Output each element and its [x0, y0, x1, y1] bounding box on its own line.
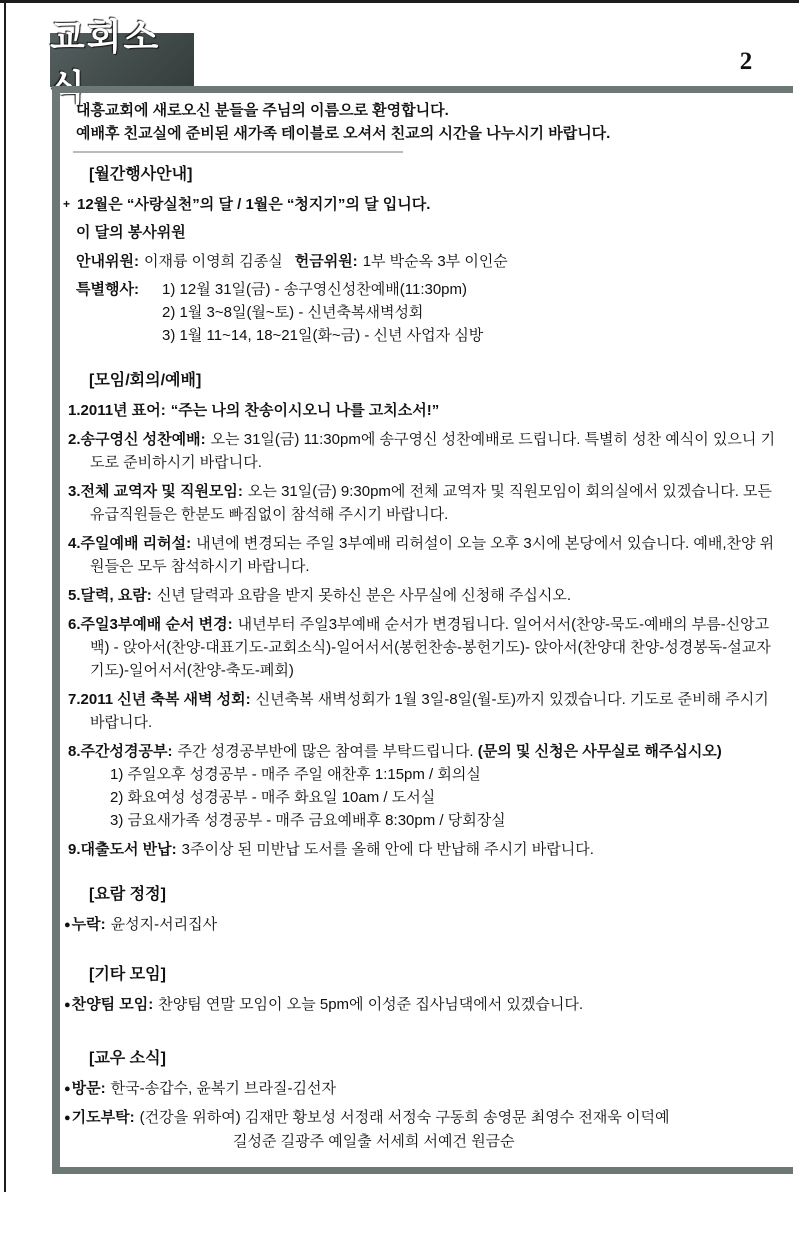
offering-committee-label: 헌금위원:	[294, 253, 358, 270]
item-bold-note: (문의 및 신청은 사무실로 해주십시오)	[477, 743, 722, 760]
sub-item: 3) 금요새가족 성경공부 - 매주 금요예배후 8:30pm / 당회장실	[110, 812, 506, 829]
special-events-label: 특별행사:	[76, 281, 139, 298]
item-label: 2.송구영신 성찬예배:	[68, 431, 206, 448]
item-text: 한국-송갑수, 윤복기 브라질-김선자	[110, 1080, 336, 1097]
item-text: 주간 성경공부반에 많은 참여를 부탁드립니다.	[177, 743, 474, 760]
bullet-icon: ●	[64, 999, 71, 1011]
visit-item	[64, 1077, 783, 1101]
offering-committee-names: 1부 박순옥 3부 이인순	[362, 253, 508, 270]
month-theme-text: 12월은 “사랑실천”의 달 / 1월은 “청지기”의 달 입니다.	[77, 196, 431, 213]
star-icon: +	[63, 197, 71, 211]
section-heading-meetings: [모임/회의/예배]	[89, 372, 202, 389]
item-motto-text: “주는 나의 찬송이시오니 나를 고치소서!”	[170, 402, 440, 419]
section-meetings	[68, 369, 783, 861]
correction-item	[64, 913, 783, 937]
item-text: 내년에 변경되는 주일 3부예배 리허설이 오늘 오후 3시에 본당에서 있습니다. 예배,찬양 위원들은 모두 참석하시기 바랍니다.	[90, 535, 775, 575]
item-text: 오는 31일(금) 9:30pm에 전체 교역자 및 직원모임이 회의실에서 있겠습니다. 모든 유급직원들은 한분도 빠짐없이 참석해 주시기 바랍니다.	[90, 483, 773, 523]
special-event-item: 3) 1월 11~14, 18~21일(화~금) - 신년 사업자 심방	[162, 327, 484, 344]
section-monthly-events	[63, 163, 783, 347]
committee-line	[76, 250, 783, 273]
usher-committee-label: 안내위원:	[76, 253, 139, 270]
item-label: 5.달력, 요람:	[68, 587, 152, 604]
month-theme-line	[63, 193, 783, 216]
list-item-2	[68, 428, 783, 474]
bullet-icon: ●	[64, 1112, 71, 1124]
item-label: 9.대출도서 반납:	[68, 841, 177, 858]
special-events-list	[162, 278, 483, 347]
item-text: 오는 31일(금) 11:30pm에 송구영신 성찬예배로 드립니다. 특별히 성찬 예식이 있으니 기도로 준비하시기 바랍니다.	[90, 431, 776, 471]
divider	[73, 151, 403, 153]
list-item-8	[68, 740, 783, 832]
section-member-news	[64, 1047, 783, 1153]
welcome-line-2: 예배후 친교실에 준비된 새가족 테이블로 오셔서 친교의 시간을 나누시기 바랍니다.	[76, 125, 611, 142]
sub-item: 1) 주일오후 성경공부 - 매주 주일 애찬후 1:15pm / 회의실	[110, 766, 481, 783]
item-label: 6.주일3부예배 순서 변경:	[68, 616, 233, 633]
page-number: 2	[739, 48, 753, 75]
bullet-icon: ●	[64, 919, 71, 931]
item-text: 신년 달력과 요람을 받지 못하신 분은 사무실에 신청해 주십시오.	[156, 587, 572, 604]
list-item-5	[68, 584, 783, 607]
item-text: 신년축복 새벽성회가 1월 3일-8일(월-토)까지 있겠습니다. 기도로 준비해 주시기 바랍니다.	[90, 691, 769, 731]
item-label: 8.주간성경공부:	[68, 743, 173, 760]
item-label: 7.2011 신년 축복 새벽 성회:	[68, 691, 251, 708]
item-text: 찬양팀 연말 모임이 오늘 5pm에 이성준 집사님댁에서 있겠습니다.	[158, 996, 584, 1013]
usher-committee-names: 이재륭 이영희 김종실	[143, 253, 283, 270]
special-events	[76, 278, 783, 347]
praise-team-item	[64, 993, 783, 1017]
section-heading-other: [기타 모임]	[89, 966, 166, 983]
welcome-line-1: 대흥교회에 새로오신 분들을 주님의 이름으로 환영합니다.	[76, 102, 449, 119]
section-heading-monthly: [월간행사안내]	[89, 166, 193, 183]
list-item-1	[68, 399, 783, 422]
outer-top-rule	[0, 0, 799, 3]
prayer-names-line2: 길성준 길광주 예일출 서세희 서예건 원금순	[233, 1133, 515, 1150]
item-label: 3.전체 교역자 및 직원모임:	[68, 483, 243, 500]
special-event-item: 1) 12월 31일(금) - 송구영신성찬예배(11:30pm)	[162, 281, 468, 298]
item-text: 3주이상 된 미반납 도서를 올해 안에 다 반납해 주시기 바랍니다.	[181, 841, 594, 858]
item-text: (건강을 위하여) 김재만 황보성 서정래 서정숙 구동희 송영문 최영수 전재욱 이덕예	[139, 1109, 670, 1126]
section-corrections	[64, 883, 783, 937]
section-heading-members: [교우 소식]	[89, 1050, 166, 1067]
welcome-block	[76, 99, 783, 145]
item-label: 방문:	[71, 1080, 106, 1097]
service-committee-subheading: 이 달의 봉사위원	[76, 224, 186, 241]
item-label: 찬양팀 모임:	[71, 996, 154, 1013]
outer-left-rule	[4, 0, 6, 1192]
list-item-4	[68, 532, 783, 578]
item-label: 기도부탁:	[71, 1109, 135, 1126]
special-event-item: 2) 1월 3~8일(월~토) - 신년축복새벽성회	[162, 304, 424, 321]
section-other-meetings	[64, 963, 783, 1017]
list-item-9	[68, 838, 783, 861]
bullet-icon: ●	[64, 1083, 71, 1095]
list-item-7	[68, 688, 783, 734]
sub-item: 2) 화요여성 성경공부 - 매주 화요일 10am / 도서실	[110, 789, 436, 806]
item-text: 윤성지-서리집사	[110, 916, 218, 933]
item-label: 1.2011년 표어:	[68, 402, 166, 419]
item-text: 내년부터 주일3부예배 순서가 변경됩니다. 일어서서(찬양-묵도-예배의 부름-신앙고백) - 앉아서(찬양-대표기도-교회소식)-일어서서(봉헌찬송-봉헌기도)- 앉아서(찬양대 찬양-성경봉독-설교자기도)-일어서서(찬양-축도-폐회)	[90, 616, 771, 679]
item-label: 누락:	[71, 916, 106, 933]
newsletter-body	[52, 86, 793, 1174]
section-heading-corrections: [요람 정정]	[89, 886, 166, 903]
list-item-6	[68, 613, 783, 682]
prayer-item	[64, 1106, 783, 1153]
list-item-3	[68, 480, 783, 526]
page-title: 교회소식	[50, 33, 194, 87]
item-label: 4.주일예배 리허설:	[68, 535, 192, 552]
